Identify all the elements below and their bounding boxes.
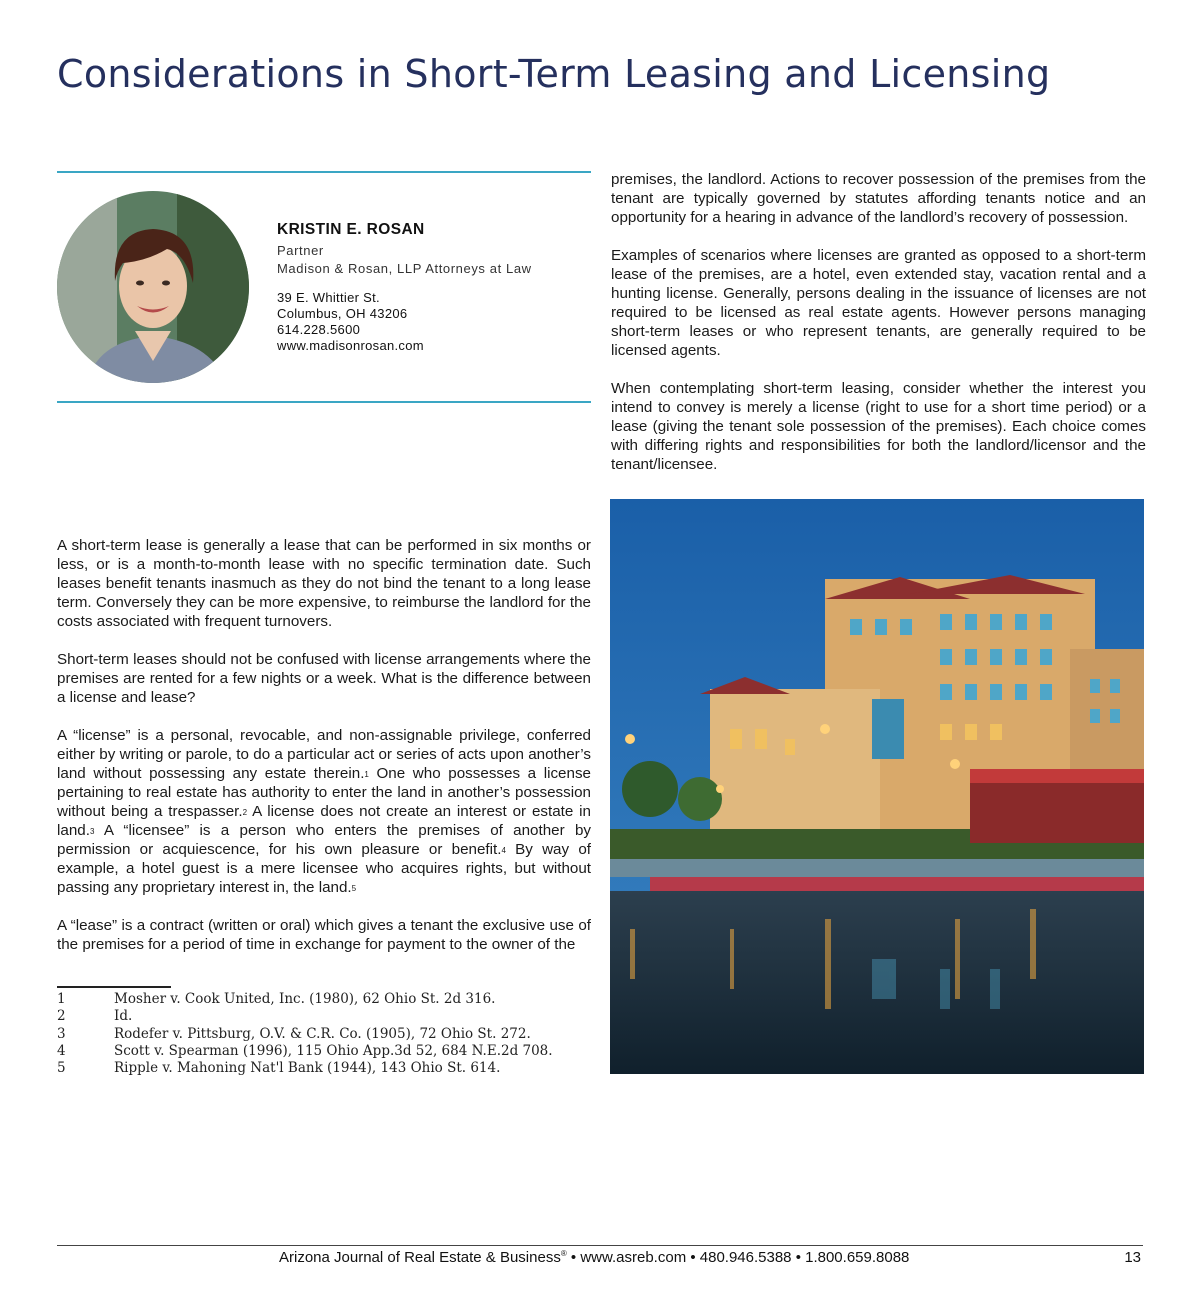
address-city: Columbus, OH 43206 <box>277 306 408 321</box>
text-run: A “licensee” is a person who enters the premises of another by permission or acquiescence, for his own pleasure or benefit. <box>57 822 591 858</box>
right-column <box>611 170 1146 493</box>
footnote-ref: 1 <box>364 770 369 779</box>
text-run: A license does not create an interest or estate in land. <box>57 803 592 839</box>
footer-publication <box>279 1249 909 1266</box>
footer-contacts: • www.asreb.com • 480.946.5388 • 1.800.659.8088 <box>566 1249 910 1266</box>
footnote-number: 5 <box>57 1060 66 1077</box>
text-run: By way of example, a hotel guest is a mere licensee who acquires rights, but without passing any proprietary interest in, the land. <box>57 841 591 896</box>
page-number: 13 <box>1124 1249 1141 1266</box>
author-firm: Madison & Rosan, LLP Attorneys at Law <box>277 261 532 276</box>
paragraph: When contemplating short-term leasing, consider whether the interest you intend to convey is merely a license (right to use for a short time period) or a lease (giving the tenant sole possession of the premises). Each choice comes with differing rights and responsibilities for both the landlord/licensor and the tenant/licensee. <box>611 380 1146 473</box>
footnote-number: 3 <box>57 1025 66 1042</box>
footnote-text: Id. <box>114 1008 133 1025</box>
author-photo <box>57 191 249 383</box>
footnote-ref: 4 <box>501 846 506 855</box>
footnote-item <box>57 1008 597 1025</box>
divider-top <box>57 171 591 173</box>
footnote-text: Scott v. Spearman (1996), 115 Ohio App.3d 52, 684 N.E.2d 708. <box>114 1042 553 1059</box>
footnote-ref: 2 <box>242 808 248 817</box>
author-website[interactable]: www.madisonrosan.com <box>277 338 424 353</box>
paragraph: Short-term leases should not be confused with license arrangements where the premises are rented for a few nights or a week. What is the difference between a license and lease? <box>57 651 591 706</box>
author-address <box>277 290 587 354</box>
registered-mark: ® <box>560 1249 567 1258</box>
footnote-text: Mosher v. Cook United, Inc. (1980), 62 Ohio St. 2d 316. <box>114 991 496 1007</box>
paragraph: A short-term lease is generally a lease that can be performed in six months or less, or is a month-to-month lease with no specific termination date. Such leases benefit tenants inasmuch as they do not bind the tenant to a long lease term. Conversely they can be more expensive, to reimburse the landlord for the costs associated with frequent turnovers. <box>57 537 591 630</box>
footer-divider <box>57 1245 1143 1246</box>
footnote-item <box>57 1026 597 1043</box>
footnote-item <box>57 1043 597 1060</box>
page-title: Considerations in Short-Term Leasing and Licensing <box>57 52 1051 96</box>
author-phone: 614.228.5600 <box>277 322 361 337</box>
text-run: A “license” is a personal, revocable, and non-assignable privilege, conferred either by writing or parole, to do a particular act or series of acts upon another’s land without possessing any estate therein. <box>57 727 591 782</box>
footnote-item <box>57 991 597 1008</box>
publication-name: Arizona Journal of Real Estate & Business <box>279 1249 561 1266</box>
author-info <box>277 221 587 354</box>
footnotes <box>57 991 597 1077</box>
footnote-ref: 5 <box>351 884 357 893</box>
paragraph-license <box>57 726 591 897</box>
footnote-divider <box>57 986 171 988</box>
city-waterfront-photo <box>610 499 1144 1074</box>
footnote-number: 4 <box>57 1042 66 1059</box>
address-street: 39 E. Whittier St. <box>277 290 380 305</box>
author-role: Partner <box>277 243 324 258</box>
divider-bottom <box>57 401 591 403</box>
paragraph: Examples of scenarios where licenses are granted as opposed to a short-term lease of the premises, are a hotel, even extended stay, vacation rental and a hunting license. Generally, persons dealing in the issuance of licenses are not required to be licensed as real estate agents. However persons managing short-term leases or who represent tenants, are generally required to be licensed agents. <box>611 247 1146 359</box>
footnote-number: 2 <box>57 1008 66 1025</box>
left-column <box>57 536 591 973</box>
paragraph: premises, the landlord. Actions to recover possession of the premises from the tenant are typically governed by statutes affording tenants notice and an opportunity for a hearing in advance of the landlord’s recovery of possession. <box>611 171 1146 226</box>
footnote-ref: 3 <box>89 827 95 836</box>
author-name: KRISTIN E. ROSAN <box>277 221 425 238</box>
paragraph: A “lease” is a contract (written or oral) which gives a tenant the exclusive use of the premises for a period of time in exchange for payment to the owner of the <box>57 917 591 953</box>
footnote-number: 1 <box>57 991 66 1007</box>
text-run: One who possesses a license pertaining to real estate has authority to enter the land in another’s possession without being a trespasser. <box>57 765 591 820</box>
footnote-text: Ripple v. Mahoning Nat'l Bank (1944), 143 Ohio St. 614. <box>114 1060 501 1077</box>
footnote-item <box>57 1060 597 1077</box>
footnote-text: Rodefer v. Pittsburg, O.V. & C.R. Co. (1905), 72 Ohio St. 272. <box>114 1025 531 1042</box>
